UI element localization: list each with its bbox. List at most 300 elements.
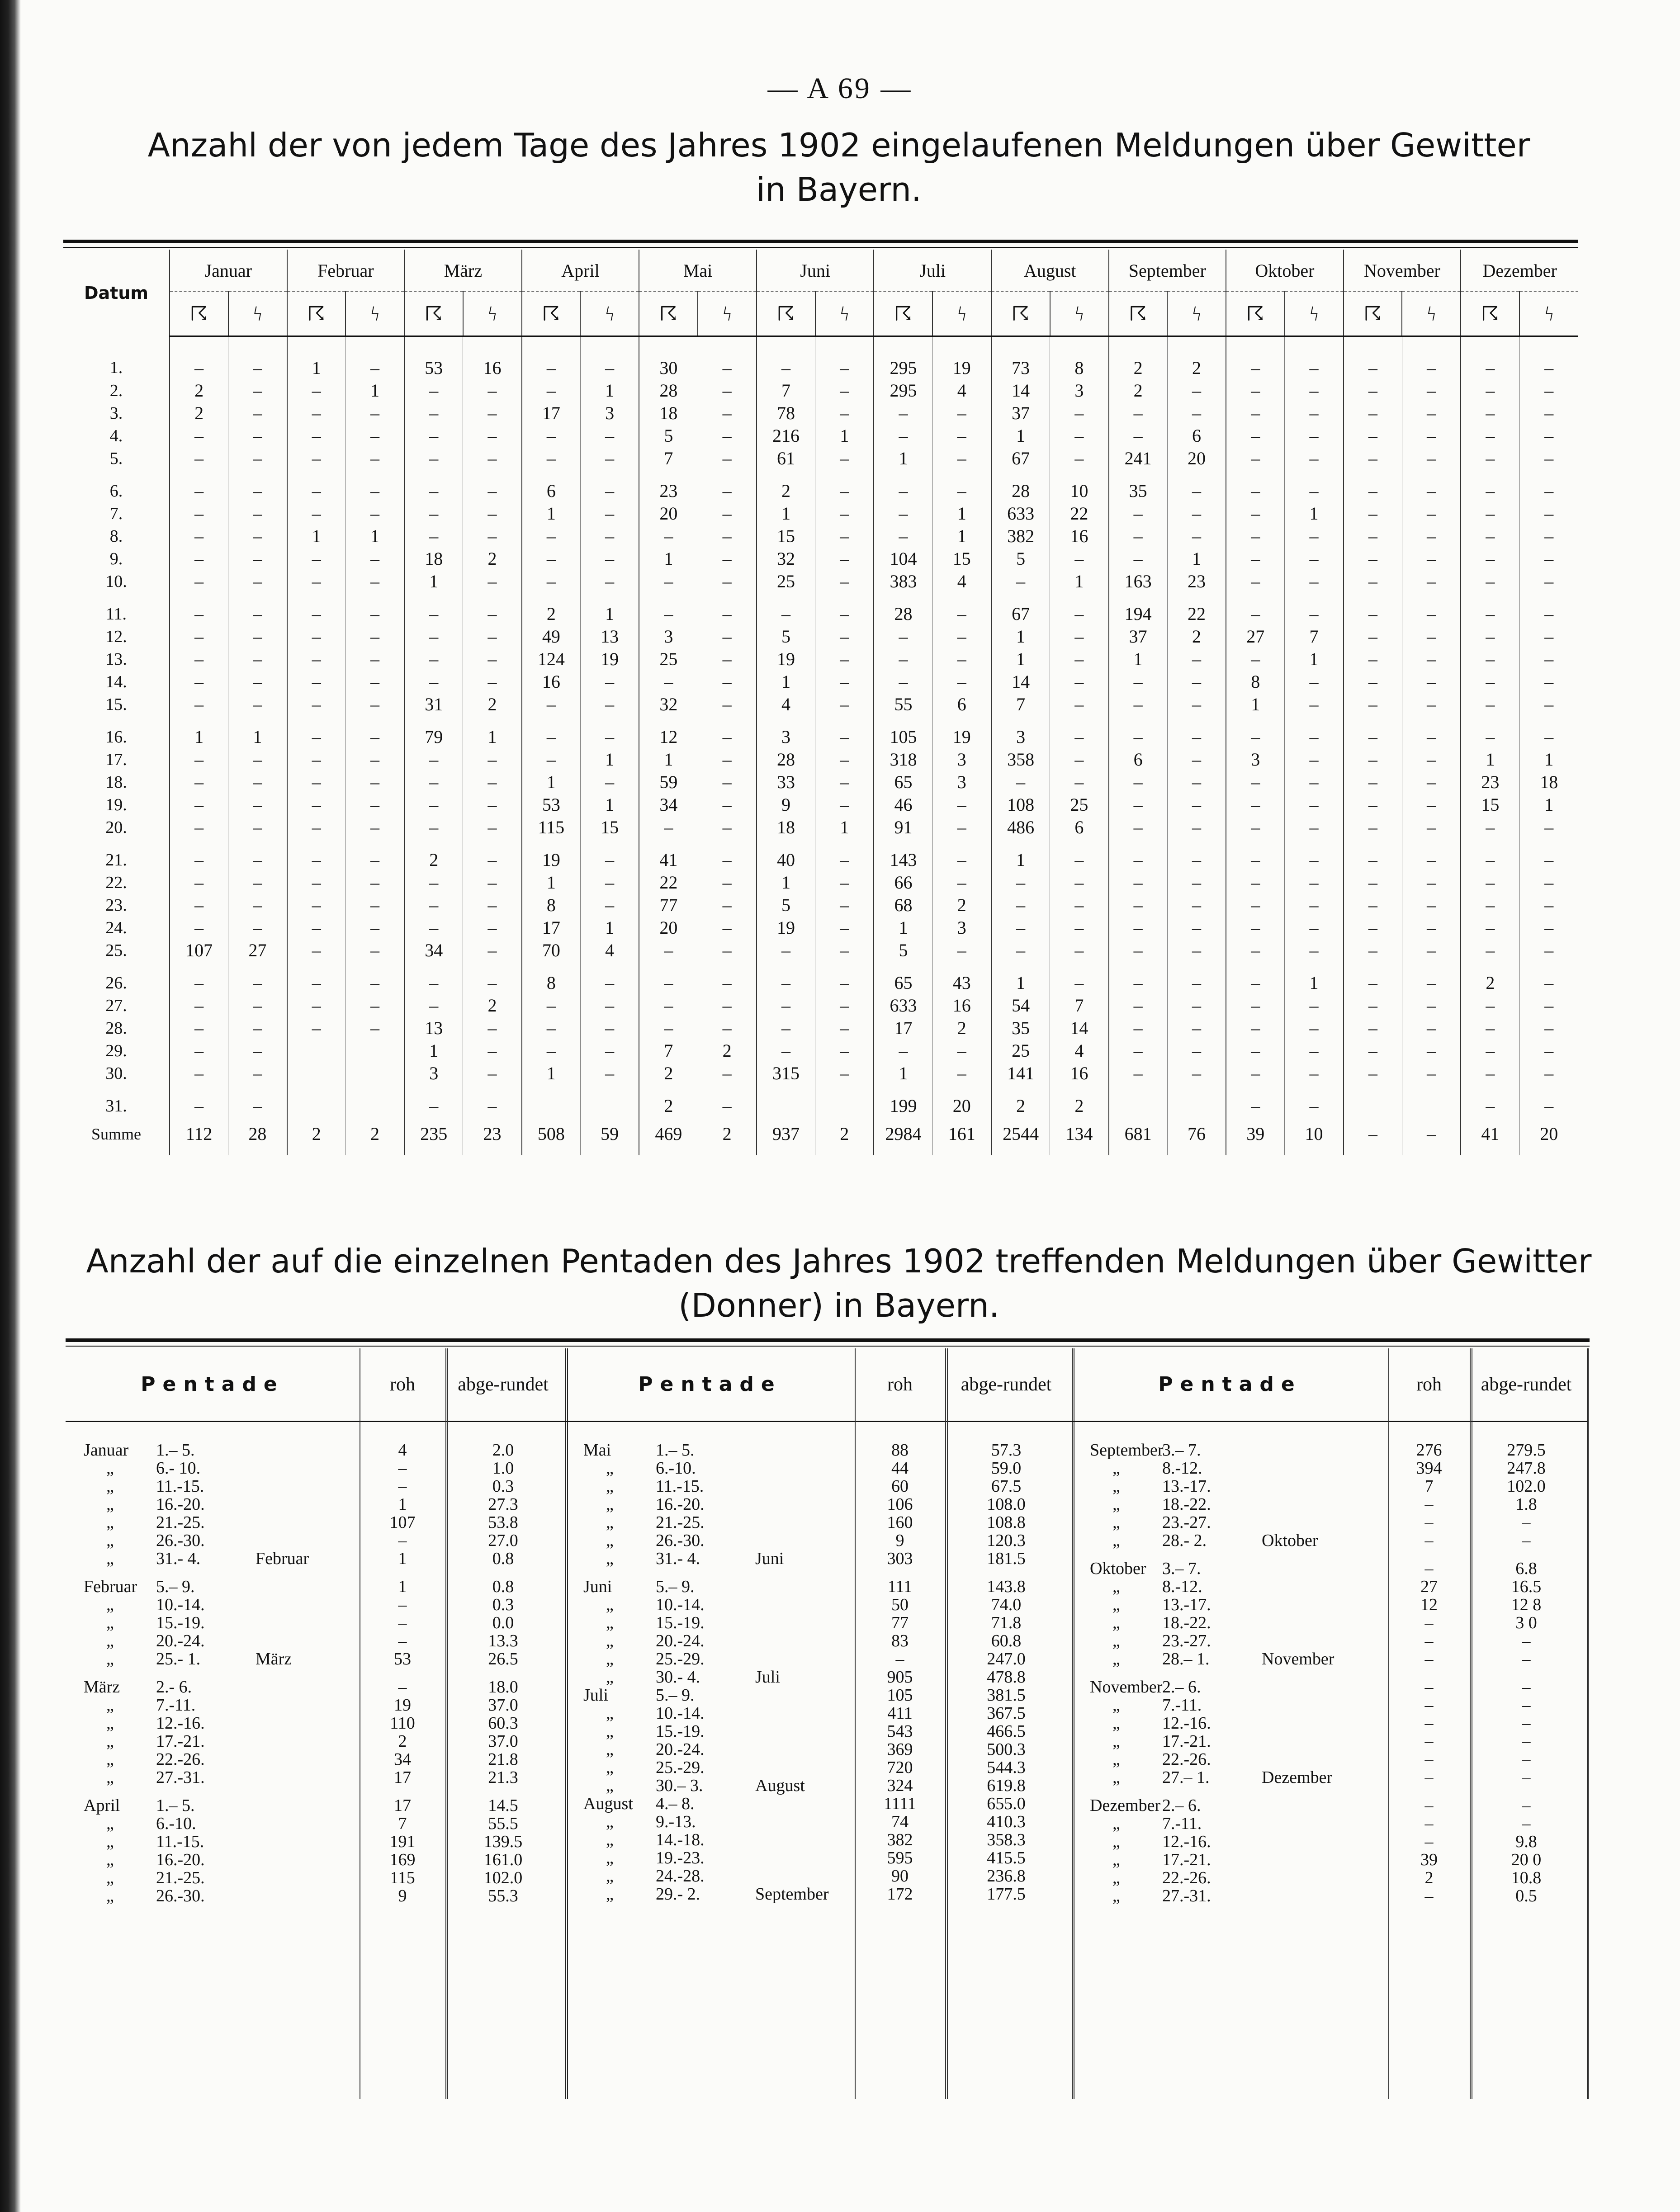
count-cell: –	[345, 336, 404, 380]
count-cell: –	[463, 939, 522, 962]
count-cell: –	[580, 336, 639, 380]
count-cell: –	[404, 402, 463, 425]
count-cell: –	[1402, 716, 1461, 748]
month-label: „	[1112, 1868, 1120, 1887]
count-cell: 27	[228, 939, 287, 962]
count-cell: –	[345, 994, 404, 1017]
count-cell: –	[1402, 379, 1461, 402]
month-label: Juni	[583, 1577, 612, 1596]
count-cell: –	[1226, 379, 1285, 402]
pentaden-table-title	[54, 1239, 1623, 1328]
count-cell	[345, 1085, 404, 1117]
count-cell: 5	[639, 425, 698, 447]
range-label: 17.-21.	[156, 1732, 205, 1751]
roh-value: –	[398, 1531, 407, 1550]
pentaden-title-line-2: (Donner) in Bayern.	[678, 1286, 999, 1324]
count-cell: –	[698, 871, 757, 894]
abgerundet-value: 619.8	[987, 1776, 1026, 1795]
roh-value: –	[1424, 1886, 1434, 1905]
roh-value: –	[1424, 1696, 1434, 1715]
count-cell: 73	[991, 336, 1050, 380]
day-label: 30.	[105, 1064, 127, 1083]
count-cell: –	[287, 939, 346, 962]
day-label: 18.	[105, 773, 127, 792]
count-cell: –	[228, 502, 287, 525]
count-cell: –	[1226, 447, 1285, 470]
roh-value: 191	[389, 1832, 416, 1851]
count-cell: –	[1344, 771, 1402, 794]
abgerundet-value: 20 0	[1511, 1850, 1542, 1869]
count-cell: 5	[874, 939, 932, 962]
count-cell: 194	[1109, 593, 1168, 625]
roh-value: 17	[394, 1796, 411, 1815]
count-cell: –	[170, 1040, 228, 1062]
month-label: „	[1112, 1477, 1120, 1496]
count-cell: –	[170, 794, 228, 816]
abgerundet-value: 247.0	[987, 1650, 1026, 1668]
count-cell: –	[287, 794, 346, 816]
table-row	[1072, 1459, 1587, 1477]
count-cell: –	[1461, 502, 1519, 525]
count-cell: –	[404, 502, 463, 525]
day-label: 26.	[105, 974, 127, 993]
count-cell: 216	[757, 425, 815, 447]
table-row	[63, 771, 1578, 794]
roh-value: 2	[398, 1732, 407, 1751]
count-cell: –	[1519, 962, 1578, 994]
range-label: 8.-12.	[1162, 1459, 1202, 1478]
roh-value: 17	[394, 1768, 411, 1787]
month-header: Januar	[170, 250, 287, 292]
roh-value: 34	[394, 1750, 411, 1769]
count-cell	[1109, 1085, 1168, 1117]
count-cell: 22	[639, 871, 698, 894]
range-label: 1.– 5.	[156, 1796, 195, 1815]
count-cell: 16	[1050, 1062, 1109, 1085]
count-cell: –	[1519, 1017, 1578, 1040]
month-label: „	[1112, 1750, 1120, 1769]
roh-value: 276	[1416, 1441, 1442, 1460]
table-row	[1072, 1714, 1587, 1732]
count-cell: –	[698, 771, 757, 794]
roh-value: 27	[1420, 1577, 1438, 1596]
count-cell: –	[815, 525, 874, 548]
month-label: „	[106, 1886, 114, 1905]
count-cell: –	[874, 470, 932, 502]
table-row	[66, 1750, 565, 1768]
count-cell: 39	[1226, 1117, 1285, 1155]
count-cell: –	[932, 871, 991, 894]
abgerundet-value: 500.3	[987, 1740, 1026, 1759]
lightning-glyph-icon: ϟ	[698, 292, 757, 336]
count-cell: –	[345, 593, 404, 625]
count-cell: –	[404, 794, 463, 816]
table-row	[1072, 1696, 1587, 1714]
table-row	[66, 1495, 565, 1513]
month-label: „	[606, 1650, 614, 1668]
count-cell: 28	[874, 593, 932, 625]
count-cell: 1	[991, 625, 1050, 648]
count-cell: –	[1109, 425, 1168, 447]
abgerundet-value: 55.5	[488, 1814, 518, 1833]
count-cell: –	[170, 548, 228, 570]
table-row	[66, 1596, 565, 1614]
count-cell: 1	[228, 716, 287, 748]
month-label: „	[606, 1867, 614, 1886]
count-cell: –	[1461, 379, 1519, 402]
count-cell: 3	[757, 716, 815, 748]
count-cell: –	[1050, 447, 1109, 470]
count-cell: 19	[757, 648, 815, 671]
abgerundet-value: –	[1522, 1750, 1531, 1769]
count-cell: 8	[522, 894, 581, 917]
month-label: „	[1112, 1768, 1120, 1787]
range-label: 7.-11.	[1162, 1696, 1202, 1715]
count-cell: –	[345, 648, 404, 671]
abgerundet-value: 67.5	[991, 1477, 1022, 1496]
count-cell: 28	[639, 379, 698, 402]
month-label: „	[606, 1776, 614, 1795]
count-cell: –	[639, 570, 698, 593]
count-cell: –	[1226, 939, 1285, 962]
count-cell: 19	[757, 917, 815, 939]
range-label: 28.- 2.	[1162, 1531, 1207, 1550]
pentaden-block	[66, 1348, 568, 2099]
count-cell: 2	[932, 894, 991, 917]
count-cell: –	[1461, 816, 1519, 839]
count-cell: 3	[1226, 748, 1285, 771]
abgerundet-value: –	[1522, 1714, 1531, 1733]
count-cell: 4	[932, 570, 991, 593]
count-cell: –	[1226, 548, 1285, 570]
count-cell: –	[170, 748, 228, 771]
table-row	[66, 1869, 565, 1887]
day-label: 23.	[105, 896, 127, 915]
count-cell: 4	[1050, 1040, 1109, 1062]
count-cell: –	[1050, 648, 1109, 671]
thunder-glyph-icon: ☈	[404, 292, 463, 336]
roh-value: 1	[398, 1577, 407, 1596]
count-cell: –	[1167, 716, 1226, 748]
month-label: „	[106, 1495, 114, 1514]
count-cell: 2	[1461, 962, 1519, 994]
pentaden-block	[1072, 1348, 1589, 2099]
count-cell: –	[580, 570, 639, 593]
count-cell: –	[522, 748, 581, 771]
month-label: „	[106, 1513, 114, 1532]
count-cell: –	[698, 917, 757, 939]
range-label: 1.– 5.	[156, 1441, 195, 1460]
day-label: 20.	[105, 818, 127, 837]
table-row	[565, 1795, 1072, 1813]
count-cell: 2	[757, 470, 815, 502]
abgerundet-value: 16.5	[1511, 1577, 1542, 1596]
count-cell: 1	[404, 570, 463, 593]
table-row	[66, 1477, 565, 1495]
count-cell: –	[1344, 994, 1402, 1017]
table-row	[63, 839, 1578, 871]
count-cell: 1	[522, 771, 581, 794]
count-cell: –	[815, 794, 874, 816]
table-row	[1072, 1560, 1587, 1578]
table-row	[1072, 1887, 1587, 1905]
count-cell: –	[1344, 1017, 1402, 1040]
roh-value: 12	[1420, 1595, 1438, 1614]
table-row	[565, 1614, 1072, 1632]
count-cell: –	[639, 939, 698, 962]
count-cell: –	[698, 570, 757, 593]
count-cell: –	[1167, 871, 1226, 894]
range-label: 6.-10.	[156, 1814, 196, 1833]
table-row	[565, 1813, 1072, 1831]
count-cell: –	[463, 1085, 522, 1117]
count-cell: 34	[639, 794, 698, 816]
count-cell: –	[345, 939, 404, 962]
month-label: „	[606, 1513, 614, 1532]
day-label: 16.	[105, 728, 127, 747]
table-row	[63, 425, 1578, 447]
count-cell: 7	[1050, 994, 1109, 1017]
day-label: 14.	[105, 672, 127, 691]
count-cell: 2	[1167, 625, 1226, 648]
range-label: 11.-15.	[156, 1477, 204, 1496]
count-cell: 6	[1109, 748, 1168, 771]
count-cell: –	[874, 671, 932, 693]
range-label: 16.-20.	[656, 1495, 705, 1514]
abgerundet-value: 478.8	[987, 1668, 1026, 1687]
count-cell: –	[1344, 502, 1402, 525]
month-label: „	[606, 1595, 614, 1614]
count-cell: –	[1519, 625, 1578, 648]
count-cell: –	[1285, 1085, 1344, 1117]
roh-value: 9	[895, 1531, 904, 1550]
count-cell: 295	[874, 336, 932, 380]
count-cell: 1	[991, 839, 1050, 871]
count-cell: –	[698, 470, 757, 502]
count-cell: –	[1167, 794, 1226, 816]
pentaden-rows	[565, 1441, 1072, 1903]
end-month-label: Juni	[755, 1549, 784, 1568]
count-cell: –	[1167, 1040, 1226, 1062]
month-label: „	[106, 1868, 114, 1887]
count-cell: 15	[757, 525, 815, 548]
table-row	[63, 1017, 1578, 1040]
count-cell: –	[228, 671, 287, 693]
count-cell: –	[1109, 839, 1168, 871]
count-cell: –	[287, 693, 346, 716]
count-cell: –	[1519, 917, 1578, 939]
roh-value: –	[1424, 1832, 1434, 1851]
count-cell: 124	[522, 648, 581, 671]
range-label: 15.-19.	[656, 1613, 705, 1632]
day-label: 19.	[105, 795, 127, 814]
count-cell: –	[1226, 648, 1285, 671]
roh-value: –	[1424, 1613, 1434, 1632]
count-cell: 107	[170, 939, 228, 962]
count-cell: –	[932, 1040, 991, 1062]
range-label: 26.-30.	[156, 1886, 205, 1905]
count-cell: 41	[1461, 1117, 1519, 1155]
count-cell: –	[874, 1040, 932, 1062]
month-header: März	[404, 250, 522, 292]
count-cell: 4	[757, 693, 815, 716]
count-cell: 25	[1050, 794, 1109, 816]
count-cell	[1167, 1085, 1226, 1117]
count-cell: 16	[932, 994, 991, 1017]
count-cell: –	[1226, 502, 1285, 525]
count-cell: –	[1226, 839, 1285, 871]
count-cell: –	[463, 771, 522, 794]
count-cell	[1402, 1085, 1461, 1117]
count-cell: 33	[757, 771, 815, 794]
abgerundet-value: 57.3	[991, 1441, 1022, 1460]
count-cell: –	[287, 570, 346, 593]
count-cell: –	[815, 1062, 874, 1085]
table-row	[1072, 1869, 1587, 1887]
count-cell: –	[1285, 894, 1344, 917]
count-cell: –	[522, 716, 581, 748]
range-label: 19.-23.	[656, 1848, 705, 1867]
count-cell: 32	[639, 693, 698, 716]
count-cell: –	[698, 716, 757, 748]
count-cell: –	[1285, 525, 1344, 548]
range-label: 23.-27.	[1162, 1631, 1211, 1650]
count-cell: 2	[815, 1117, 874, 1155]
month-label: „	[606, 1668, 614, 1687]
thunder-glyph-icon: ☈	[1344, 292, 1402, 336]
table-row	[1072, 1441, 1587, 1459]
count-cell: –	[170, 336, 228, 380]
count-cell: 14	[991, 671, 1050, 693]
count-cell: –	[287, 447, 346, 470]
roh-value: 543	[887, 1722, 913, 1741]
month-label: „	[606, 1549, 614, 1568]
table-row	[66, 1513, 565, 1531]
count-cell: –	[170, 962, 228, 994]
count-cell: –	[463, 502, 522, 525]
month-label: Dezember	[1090, 1796, 1161, 1815]
count-cell: –	[463, 425, 522, 447]
roh-value: 720	[887, 1758, 913, 1777]
count-cell: –	[287, 625, 346, 648]
month-label: „	[106, 1459, 114, 1478]
count-cell: –	[345, 794, 404, 816]
count-cell: –	[287, 871, 346, 894]
range-label: 10.-14.	[156, 1595, 205, 1614]
table-row	[66, 1531, 565, 1550]
count-cell: 17	[522, 402, 581, 425]
count-cell: –	[874, 525, 932, 548]
roh-value: –	[398, 1613, 407, 1632]
abgerundet-value: 108.0	[987, 1495, 1026, 1514]
month-label: April	[84, 1796, 120, 1815]
range-label: 2.- 6.	[156, 1678, 192, 1697]
range-label: 6.- 10.	[156, 1459, 201, 1478]
count-cell: –	[228, 1040, 287, 1062]
range-label: 12.-16.	[1162, 1832, 1211, 1851]
thunder-glyph-icon: ☈	[170, 292, 228, 336]
count-cell: –	[1109, 994, 1168, 1017]
count-cell: –	[345, 1017, 404, 1040]
count-cell: –	[1461, 593, 1519, 625]
count-cell: 67	[991, 447, 1050, 470]
table-row	[565, 1722, 1072, 1740]
count-cell: 1	[757, 871, 815, 894]
count-cell: 383	[874, 570, 932, 593]
count-cell: –	[522, 693, 581, 716]
count-cell: –	[1285, 871, 1344, 894]
count-cell: 1	[522, 502, 581, 525]
count-cell: 16	[522, 671, 581, 693]
table-row	[565, 1495, 1072, 1513]
range-label: 10.-14.	[656, 1704, 705, 1723]
month-label: „	[1112, 1595, 1120, 1614]
count-cell: 937	[757, 1117, 815, 1155]
day-label: 12.	[105, 627, 127, 646]
count-cell: –	[287, 894, 346, 917]
count-cell: –	[1344, 447, 1402, 470]
count-cell: –	[1167, 1062, 1226, 1085]
month-label: „	[606, 1830, 614, 1849]
roh-value: –	[398, 1678, 407, 1697]
count-cell: –	[1402, 447, 1461, 470]
abgerundet-value: 102.0	[483, 1868, 523, 1887]
table-row	[63, 336, 1578, 380]
range-label: 11.-15.	[156, 1832, 204, 1851]
count-cell: 241	[1109, 447, 1168, 470]
table-row	[63, 447, 1578, 470]
count-cell: 2	[463, 994, 522, 1017]
count-cell: –	[1167, 648, 1226, 671]
count-cell: –	[1167, 994, 1226, 1017]
lightning-glyph-icon: ϟ	[1285, 292, 1344, 336]
abgerundet-value: 143.8	[987, 1577, 1026, 1596]
count-cell: –	[932, 648, 991, 671]
range-label: 14.-18.	[656, 1830, 705, 1849]
count-cell: 4	[932, 379, 991, 402]
month-label: „	[606, 1704, 614, 1723]
month-label: „	[606, 1531, 614, 1550]
count-cell: –	[1519, 593, 1578, 625]
count-cell: –	[287, 593, 346, 625]
count-cell: –	[698, 748, 757, 771]
count-cell: –	[580, 470, 639, 502]
month-label: März	[84, 1678, 120, 1697]
count-cell: –	[1519, 402, 1578, 425]
count-cell: –	[1285, 470, 1344, 502]
table-row	[66, 1459, 565, 1477]
month-label: „	[106, 1832, 114, 1851]
count-cell: –	[1461, 839, 1519, 871]
count-cell: –	[1344, 425, 1402, 447]
count-cell: –	[1461, 447, 1519, 470]
count-cell: –	[639, 962, 698, 994]
count-cell: –	[698, 625, 757, 648]
count-cell: –	[1226, 716, 1285, 748]
range-label: 22.-26.	[1162, 1750, 1211, 1769]
count-cell: –	[815, 994, 874, 1017]
range-label: 25.-29.	[656, 1650, 705, 1668]
thunder-glyph-icon: ☈	[1109, 292, 1168, 336]
count-cell: –	[580, 1040, 639, 1062]
count-cell: –	[1402, 502, 1461, 525]
abgerundet-value: 0.5	[1515, 1886, 1537, 1905]
count-cell: 20	[639, 917, 698, 939]
count-cell: 1	[1461, 748, 1519, 771]
range-label: 16.-20.	[156, 1850, 205, 1869]
count-cell: –	[580, 1017, 639, 1040]
abgerundet-value: 0.8	[492, 1549, 514, 1568]
